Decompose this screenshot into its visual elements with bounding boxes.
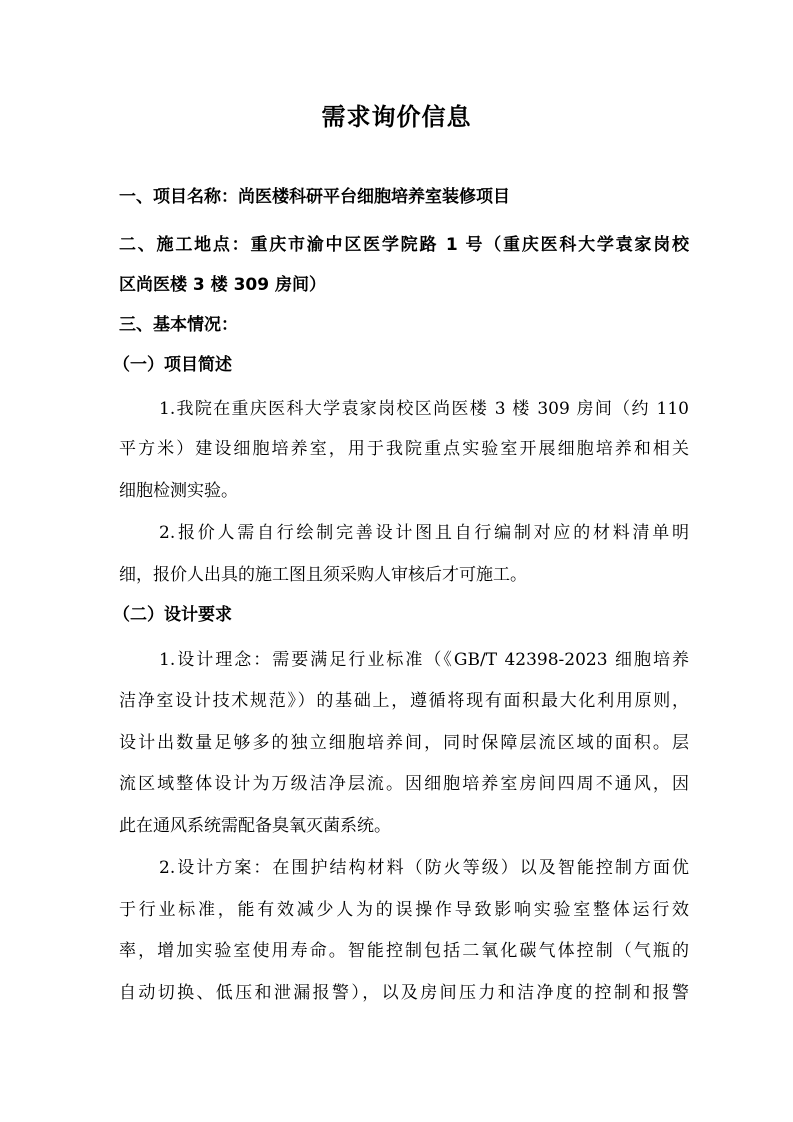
paragraph-line: 1.我院在重庆医科大学袁家岗校区尚医楼 3 楼 309 房间（约 110 <box>159 399 689 419</box>
item-site-location-cont: 区尚医楼 3 楼 309 房间） <box>119 275 326 295</box>
item-basic-info: 三、基本情况： <box>119 315 238 335</box>
paragraph-line: 流区域整体设计为万级洁净层流。因细胞培养室房间四周不通风，因 <box>119 774 689 794</box>
paragraph-line: 洁净室设计技术规范》）的基础上，遵循将现有面积最大化利用原则， <box>119 691 689 711</box>
paragraph-line: 于行业标准，能有效减少人为的误操作导致影响实验室整体运行效 <box>119 900 689 920</box>
paragraph-line: 1.设计理念：需要满足行业标准（《GB/T 42398-2023 细胞培养 <box>159 650 689 670</box>
paragraph-line: 2.报价人需自行绘制完善设计图且自行编制对应的材料清单明 <box>159 523 689 543</box>
subheading-design-requirements: （二）设计要求 <box>113 605 232 625</box>
item-site-location: 二、施工地点：重庆市渝中区医学院路 1 号（重庆医科大学袁家岗校 <box>119 235 689 255</box>
paragraph-line: 2.设计方案：在围护结构材料（防火等级）以及智能控制方面优 <box>159 858 689 878</box>
page-title: 需求询价信息 <box>321 103 472 131</box>
subheading-overview: （一）项目简述 <box>113 355 232 375</box>
paragraph-line: 此在通风系统需配备臭氧灭菌系统。 <box>119 816 391 836</box>
paragraph-line: 率，增加实验室使用寿命。智能控制包括二氧化碳气体控制（气瓶的 <box>119 941 689 961</box>
paragraph-line: 设计出数量足够多的独立细胞培养间，同时保障层流区域的面积。层 <box>119 733 689 753</box>
paragraph-line: 细，报价人出具的施工图且须采购人审核后才可施工。 <box>119 565 527 585</box>
paragraph-line: 自动切换、低压和泄漏报警），以及房间压力和洁净度的控制和报警 <box>119 983 689 1003</box>
paragraph-line: 平方米）建设细胞培养室，用于我院重点实验室开展细胞培养和相关 <box>119 439 689 459</box>
paragraph-line: 细胞检测实验。 <box>119 481 238 501</box>
item-project-name: 一、项目名称：尚医楼科研平台细胞培养室装修项目 <box>119 187 510 207</box>
